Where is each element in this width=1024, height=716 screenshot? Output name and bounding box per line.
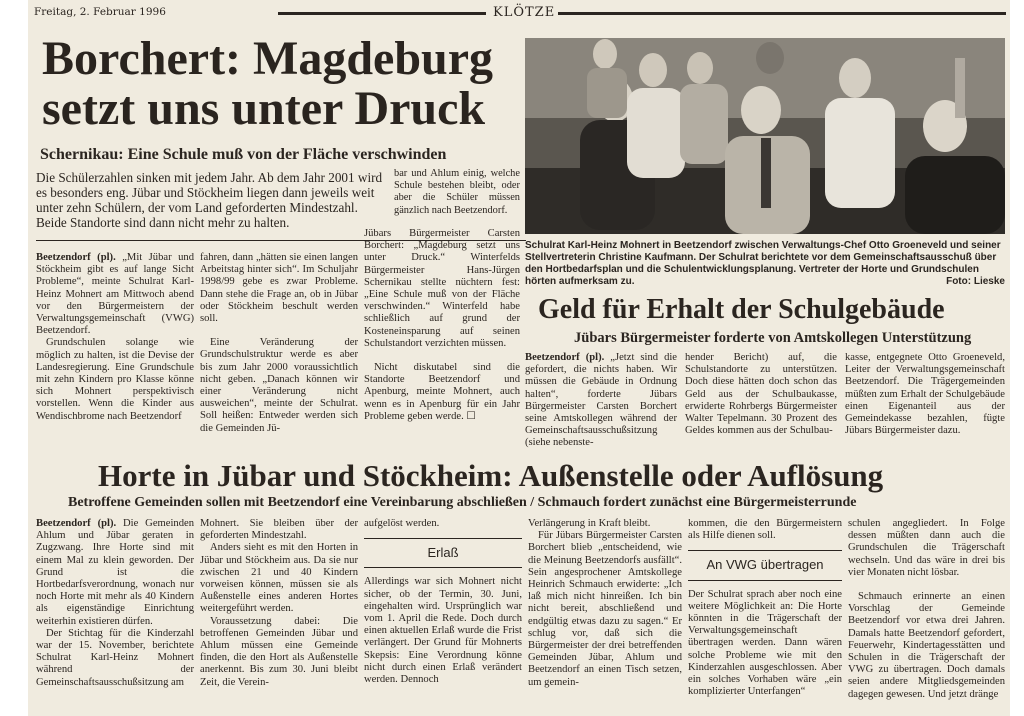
article3-column-6 <box>848 518 1005 701</box>
photo-caption <box>525 240 1005 288</box>
article3-col5-text: Der Schulrat sprach aber noch eine weitere Möglichkeit an: Die Horte könnten in die Trägerschaft der Verwaltungsgemeinschaft übertragen werden. Dann wären solche Probleme wie mit den Kinderzahlen ausgeschlossen. Aber ein solches Vorhaben wäre „ein komplizierter Unterfangen“ <box>688 588 842 698</box>
article1-column-2 <box>200 252 358 435</box>
article1-headline <box>42 34 532 134</box>
article2-dateline: Beetzendorf (pl). <box>525 352 605 363</box>
article1-col1-paragraph2: Grundschulen solange wie möglich zu halten, ist die Devise der Landesregierung. Eine Grundschule mit zehn Kindern pro Klasse könne sich Mohnert perspektivisch vorstellen. Wenn die Kinder aus Wendischbrome nach Beetzendorf <box>36 337 194 422</box>
newspaper-page <box>28 0 1010 716</box>
article1-lead-right: bar und Ahlum einig, welche Schule bestehen bleibt, oder aber die Schüler müssen gänzlich nach Beetzendorf. <box>394 168 520 216</box>
article3-column-1 <box>36 518 194 689</box>
photo-caption-text: Schulrat Karl-Heinz Mohnert in Beetzendorf zwischen Verwaltungs-Chef Otto Groeneveld und seiner Stellvertreterin Christine Kaufmann. Der Schulrat berichtete vor dem Gemeinschaftsausschuß über den Hortbedarfsplan und die Schulentwicklungsplanung. Vertreter der Horte und Grundschulen hörten aufmerksam zu. <box>525 240 1001 287</box>
meeting-photo-image <box>525 38 1005 234</box>
box-rule-bottom-vwg <box>688 580 842 581</box>
box-rule-top-vwg <box>688 550 842 551</box>
section-name: KLÖTZE <box>493 5 556 20</box>
article2-headline: Geld für Erhalt der Schulgebäude <box>538 294 945 325</box>
photo-credit: Foto: Lieske <box>946 276 1005 287</box>
article3-col3-top: aufgelöst werden. <box>364 518 440 529</box>
article3-col2-paragraph3: Voraussetzung dabei: Die betroffenen Gemeinden Jübar und Ahlum müssen eine Gemeinde finden, die den Hort als Außenstelle anerkennt. Bis zum 30. Juni bleibt Zeit, die Verein- <box>200 615 358 688</box>
article1-col2-paragraph2: Eine Veränderung der Grundschulstruktur werde es aber bis zum Jahr 2000 voraussichtlich nicht geben. „Danach können wir einer Veränderung nicht ausweichen“, meinte der Schulrat. Soll heißen: Entweder werden sich die Gemeinden Jü- <box>200 337 358 434</box>
article3-col4-top: Verlängerung in Kraft bleibt. <box>528 518 651 529</box>
article1-col3-paragraph2: Nicht diskutabel sind die Standorte Beetzendorf und Apenburg, meinte Mohnert, auch wenn es in Apenburg für ein Jahr Probleme geben werde. ☐ <box>364 362 520 422</box>
article1-lead: Die Schülerzahlen sinken mit jedem Jahr. Ab dem Jahr 2001 wird es besonders eng. Jübar und Stöckheim liegen dann jeweils weit unter zehn Schülern, der vom Land geforderten Mindestzahl. Beide Standorte sind dann nicht mehr zu halten. <box>36 170 383 230</box>
article3-col6-text: schulen angegliedert. In Folge dessen müßten dann auch die Grundschulen die Trägerschaft wechseln. Und das wäre in drei bis vier Monaten nicht lösbar. <box>848 518 1005 578</box>
article1-col2-text: fahren, dann „hätten sie einen langen Arbeitstag hinter sich“. Im Schuljahr 1998/99 gebe es zwar Probleme. Dann stehe die Frage an, ob in Jübar oder Stöckheim beschult werden soll. <box>200 252 358 325</box>
article3-col2-text: Mohnert. Sie bleiben über der geforderten Mindestzahl. <box>200 518 358 542</box>
article2-column-2: hender Bericht) auf, die Schulstandorte zu unterstützen. Doch diese hätten doch schon das Geld aus der Schulbaukasse, erwiderte Rohrbergs Bürgermeister Walter Tepelmann. 30 Prozent des Geldes kommen aus der Schulbau- <box>685 352 837 437</box>
box-rule-bottom-erlass <box>364 567 522 568</box>
header-rule-left <box>278 12 486 15</box>
article1-dateline: Beetzendorf (pl). <box>36 252 116 263</box>
article3-column-2 <box>200 518 358 689</box>
article3-column-4 <box>528 518 682 689</box>
article1-headline-line2: setzt uns unter Druck <box>42 82 486 135</box>
box-rule-top-erlass <box>364 538 522 539</box>
article3-col1-text: Die Gemeinden Ahlum und Jübar geraten in Zugzwang. Ihre Horte sind mit einem Mal zu klein geworden. Der Grund ist die Hortbedarfsverordnung, wonach nur noch Horte mit mehr als 40 Kindern als eigenständige Einrichtung weiterhin existieren dürfen. <box>36 518 194 627</box>
article1-col1-text: „Mit Jübar und Stöckheim gibt es auf lange Sicht Probleme“, meinte Schulrat Karl-Heinz Mohnert am Mittwoch abend vor den Bürgermeistern der Verwaltungsgemeinschaft (VWG) Beetzendorf. <box>36 252 194 337</box>
article1-column-3 <box>364 228 520 423</box>
article2-column-3: kasse, entgegnete Otto Groeneveld, Leiter der Verwaltungsgemeinschaft Beetzendorf. Die Trägergemeinden müßten zum Erhalt der Schulgebäude einen Eigenanteil aus der Gemeindekasse bezahlen, fügte Jübars Bürgermeister dazu. <box>845 352 1005 437</box>
article1-column-1 <box>36 252 194 423</box>
article3-headline: Horte in Jübar und Stöckheim: Außenstelle oder Auflösung <box>98 458 884 493</box>
article1-headline-line1: Borchert: Magdeburg <box>42 32 494 85</box>
article1-subheadline: Schernikau: Eine Schule muß von der Fläche verschwinden <box>40 146 447 163</box>
header-rule-right <box>558 12 1006 15</box>
article3-col1-paragraph2: Der Stichtag für die Kinderzahl war der 15. November, berichtete Schulrat Karl-Heinz Mohnert während der Gemeinschaftsausschußsitzung am <box>36 627 194 688</box>
article3-col6-paragraph2: Schmauch erinnerte an einen Vorschlag der Gemeinde Beetzendorf vor etwa drei Jahren. Damals hatte Beetzendorf gefordert, Feuerwehr, Kindertagesstätten und Schulen in die Trägerschaft der VWG zu übertragen. Doch damals seien andere Mitgliedsgemeinden dagegen gewesen. Und jetzt dränge <box>848 591 1005 700</box>
meeting-photo <box>525 38 1005 234</box>
article2-subheadline: Jübars Bürgermeister forderte von Amtskollegen Unterstützung <box>574 330 972 346</box>
article3-col5-top: kommen, die den Bürgermeistern als Hilfe dienen soll. <box>688 518 842 542</box>
subhead-an-vwg: An VWG übertragen <box>706 557 824 573</box>
article1-col3-text: Jübars Bürgermeister Carsten Borchert: „Magdeburg setzt uns unter Druck.“ Winterfelds Bürgermeister Hans-Jürgen Schernikau stellte nüchtern fest: „Eine Schule muß von der Fläche verschwinden.“ Winterfeld habe schließlich auf grund der Kosteneinsparung auf seinen Schulstandort verzichten müssen. <box>364 228 520 349</box>
subhead-erlass: Erlaß <box>427 545 459 561</box>
article2-col1-text: „Jetzt sind die gefordert, die nichts haben. Wir müssen die Gebäude in Ordnung halten“, forderte Jübars Bürgermeister Carsten Borchert seine Amtskollegen während der Gemeinschaftsausschußsitzung (siehe nebenste- <box>525 352 678 449</box>
article3-col4-text: Für Jübars Bürgermeister Carsten Borchert blieb „entscheidend, wie die Meinung Beetzendorfs ausfällt“. Sein angesprochener Amtskollege Heinrich Schmauch erwiderte: „Ich laß mich nicht hinreißen. Ich bin nicht bereit, abschließend und endgültig etwas dazu zu sagen.“ Er schlug vor, daß sich die Bürgermeister der drei betreffenden Gemeinden Jübar, Ahlum und Beetzendorf an einen Tisch setzen, um gemein- <box>528 530 682 688</box>
article3-col3-text: Allerdings war sich Mohnert nicht sicher, ob der Termin, 30. Juni, eingehalten wird. Ursprünglich war vom 1. April die Rede. Doch durch einen aktuellen Erlaß wurde die Frist verlängert. Der Grund für Mohnerts Skepsis: Eine Verordnung könne nicht durch einen Erlaß verändert werden. Dennoch <box>364 576 522 686</box>
article3-col2-paragraph2: Anders sieht es mit den Horten in Jübar und Stöckheim aus. Da sie nur zwischen 21 und 40 Kindern vorweisen können, müssen sie als Außenstelle eines anderen Hortes weitergeführt werden. <box>200 542 358 615</box>
article2-column-1 <box>525 352 677 450</box>
article3-subheadline: Betroffene Gemeinden sollen mit Beetzendorf eine Vereinbarung abschließen / Schmauch fordert zunächst eine Bürgermeisterrunde <box>68 495 857 510</box>
article3-column-3 <box>364 518 522 686</box>
article3-dateline: Beetzendorf (pl). <box>36 518 117 529</box>
issue-date: Freitag, 2. Februar 1996 <box>34 6 166 18</box>
article3-column-5 <box>688 518 842 698</box>
